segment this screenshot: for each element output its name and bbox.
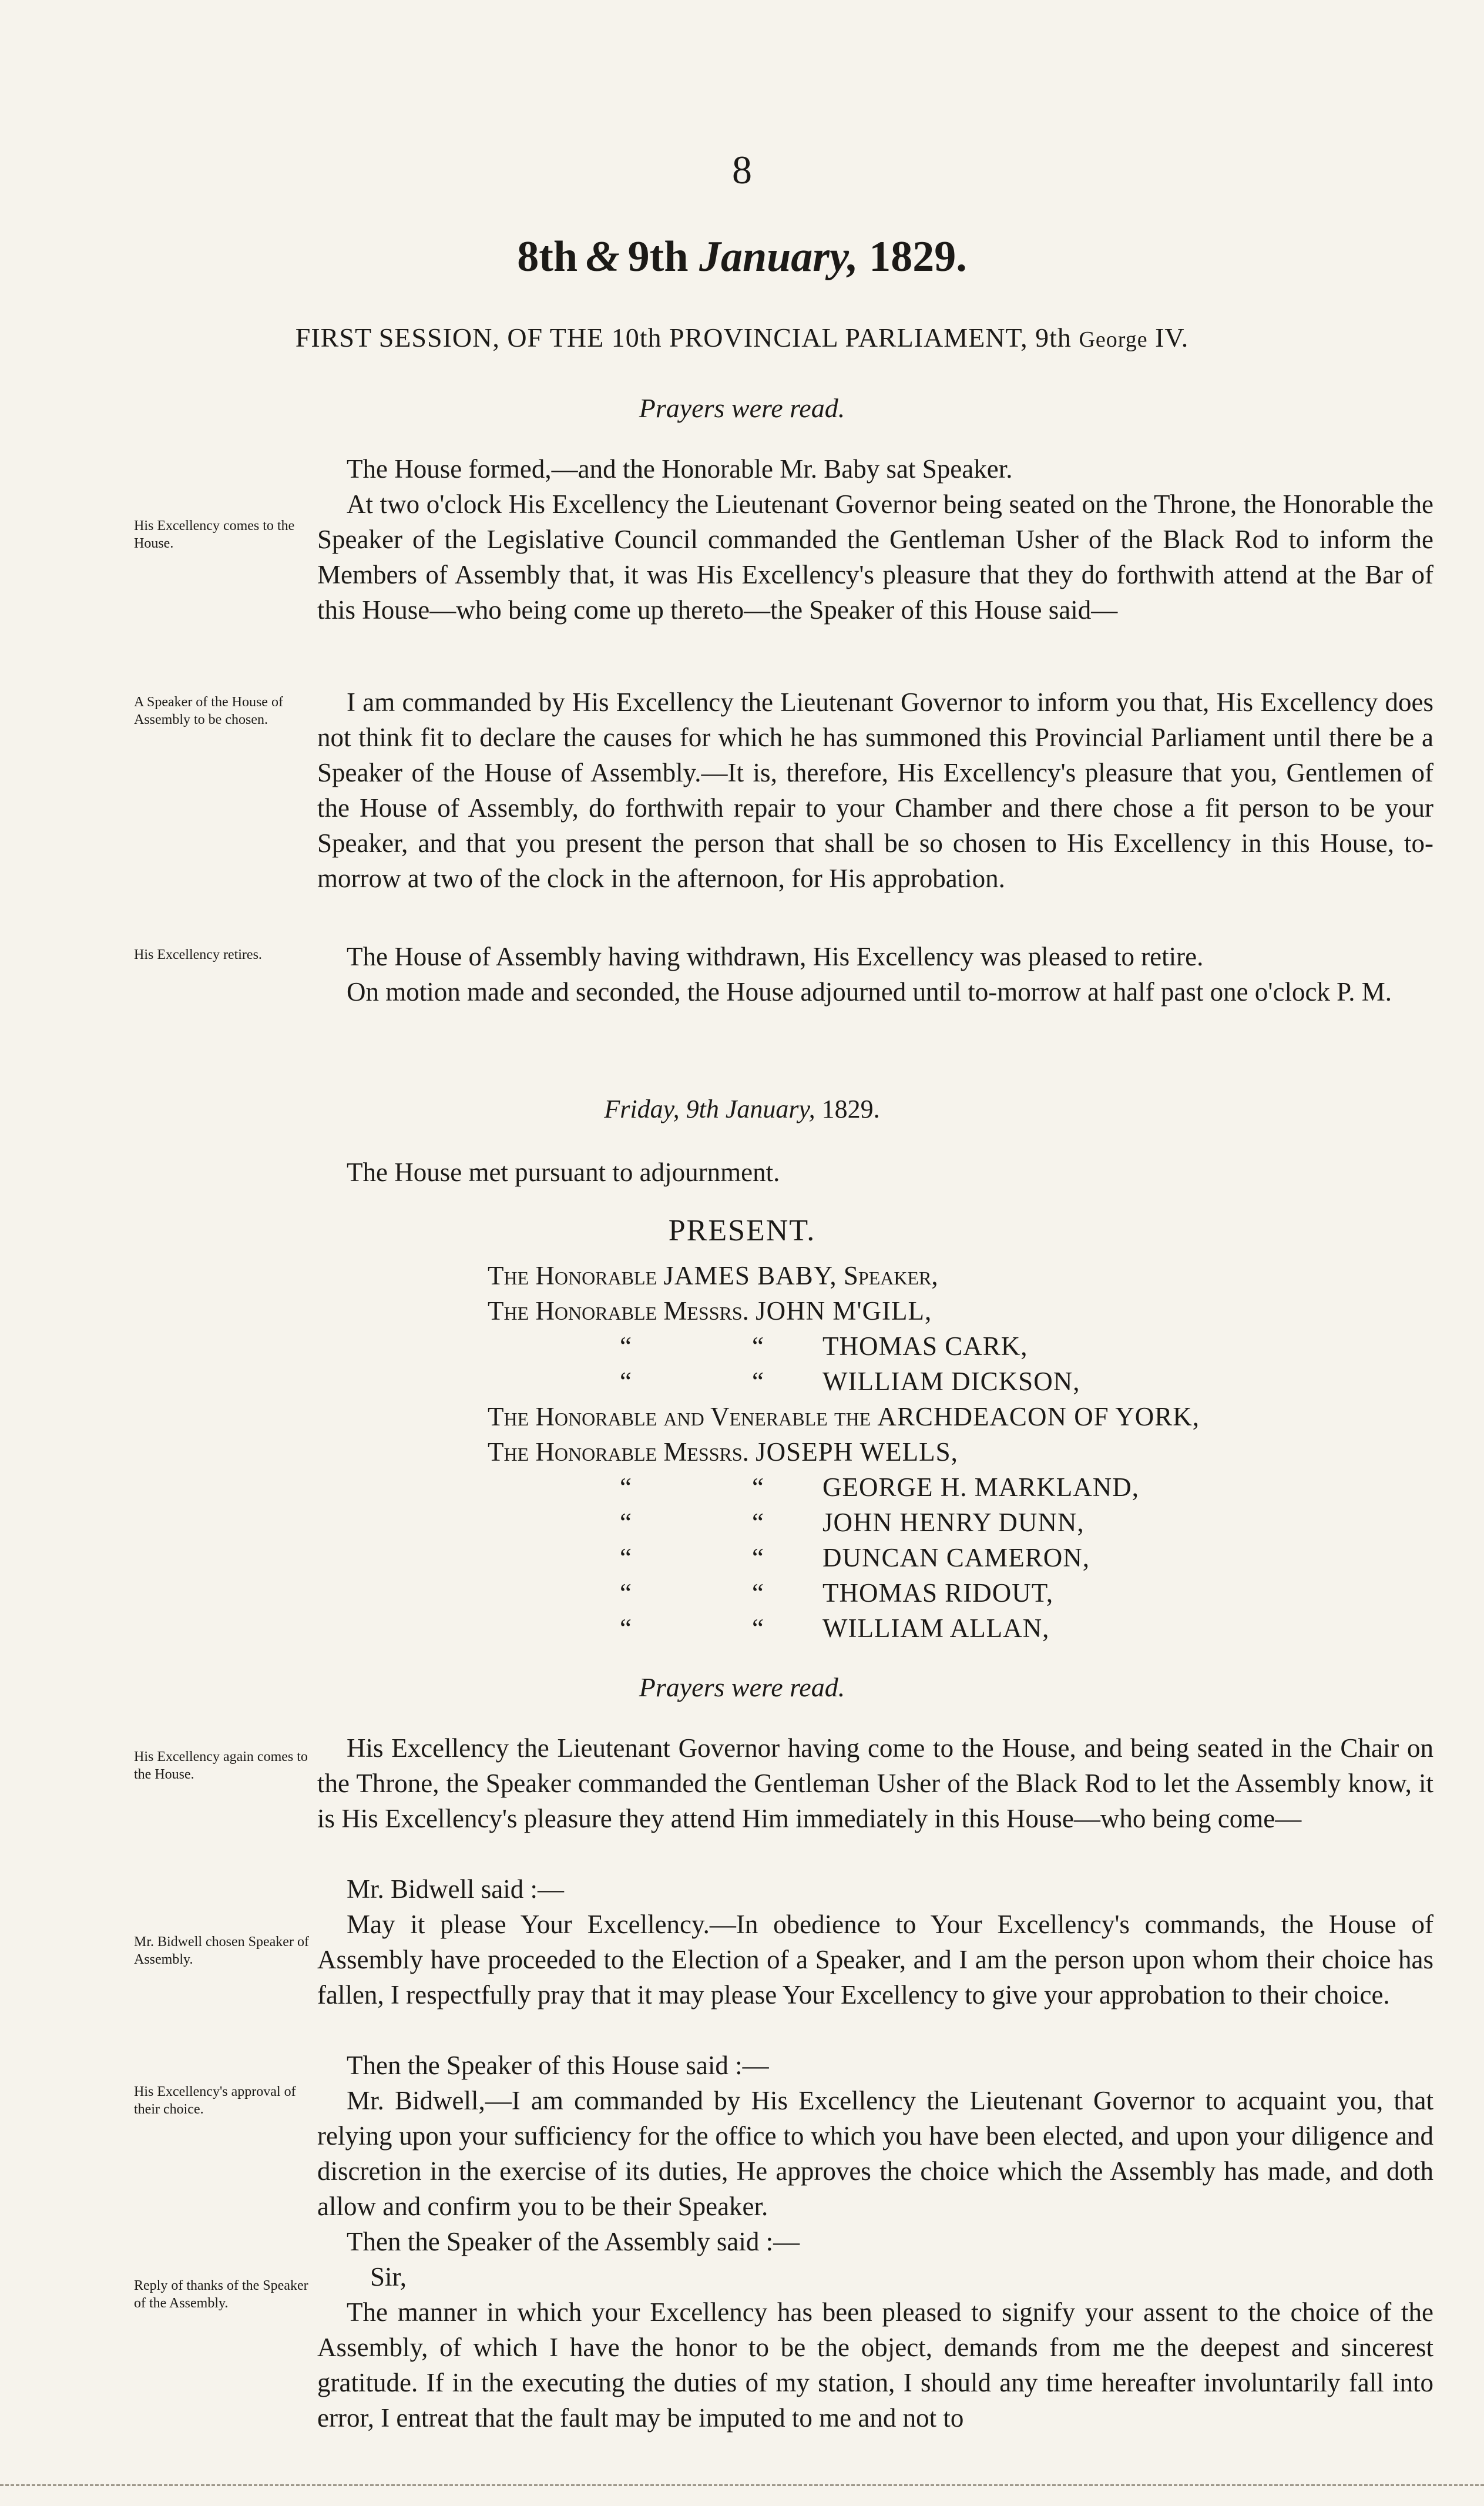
present-row (488, 1293, 932, 1329)
bottom-rule (0, 2484, 1484, 2486)
ditto-mark: “ (620, 1508, 632, 1537)
friday-date: 9th January, (686, 1095, 815, 1123)
page-number: 8 (732, 147, 752, 192)
present-name: WILLIAM DICKSON, (822, 1367, 1080, 1396)
present-name: JOHN HENRY DUNN, (822, 1508, 1085, 1537)
session-title-george: George (1079, 327, 1148, 352)
paragraph-met-pursuant: The House met pursuant to adjournment. (347, 1158, 780, 1187)
ampersand: & (586, 233, 620, 281)
ditto-mark: “ (752, 1367, 764, 1396)
present-name: DUNCAN CAMERON, (822, 1543, 1090, 1572)
ditto-mark: “ (620, 1472, 632, 1502)
friday-year: 1829. (821, 1095, 880, 1123)
present-heading: PRESENT. (668, 1214, 816, 1247)
present-name: THOMAS CARK, (822, 1331, 1028, 1361)
paragraph-commanded: I am commanded by His Excellency the Lieutenant Governor to inform you that, His Excellency does not think fit to declare the causes for which he has summoned this Provincial Parliament until there be a Speaker of the House of Assembly.—It is, therefore, His Excellency's pleasure that you, Gentlemen of the House of Assembly, do forthwith repair to your Chamber and there chose a fit person to be your Speaker, and that you present the person that shall be so chosen to His Excellency in this House, to-morrow at two of the clock in the afternoon, for His approbation. (317, 687, 1433, 893)
paragraph-may-it-please: May it please Your Excellency.—In obedience to Your Excellency's commands, the House of Assembly have proceeded to the Election of a Speaker, and I am the person upon whom their choice has fallen, I respectfully pray that it may please Your Excellency to give your approbation to their choice. (317, 1910, 1433, 2010)
present-row (488, 1399, 1200, 1434)
paragraph-adjourned: On motion made and seconded, the House adjourned until to-morrow at half past one o'clock P. M. (347, 977, 1392, 1007)
margin-note-excellency-again: His Excellency again comes to the House. (134, 1749, 308, 1782)
paragraph-assembly-speaker-said: Then the Speaker of the Assembly said :— (347, 2227, 800, 2256)
present-name: JOSEPH WELLS, (756, 1437, 958, 1467)
margin-note-speaker-chosen: A Speaker of the House of Assembly to be chosen. (134, 695, 283, 727)
ditto-mark: “ (620, 1578, 632, 1608)
date-month: January, (699, 233, 858, 281)
present-name: ARCHDEACON OF YORK, (877, 1402, 1200, 1431)
present-name: GEORGE H. MARKLAND, (822, 1472, 1139, 1502)
paragraph-sir: Sir, (370, 2262, 407, 2292)
margin-note-excellency-retires: His Excellency retires. (134, 947, 262, 962)
date-left: 8th (517, 233, 578, 281)
margin-note-bidwell-chosen: Mr. Bidwell chosen Speaker of Assembly. (134, 1934, 309, 1967)
prayers-read-1: Prayers were read. (639, 393, 845, 423)
paragraph-house-formed: The House formed,—and the Honorable Mr. Baby sat Speaker. (347, 454, 1013, 484)
paragraph-mr-bidwell: Mr. Bidwell,—I am commanded by His Excellency the Lieutenant Governor to acquaint you, that relying upon your sufficiency for the office to which you have been elected, and upon your diligence and discretion in the exercise of its duties, He approves the choice which the Assembly has made, and doth allow and confirm you to be their Speaker. (317, 2086, 1433, 2221)
margin-note-approval: His Excellency's approval of their choice. (134, 2084, 296, 2117)
ditto-mark: “ (752, 1613, 764, 1643)
date-year: 1829. (869, 233, 967, 281)
ditto-mark: “ (752, 1578, 764, 1608)
friday-date-heading (0, 1094, 1484, 1124)
present-name: JAMES BABY, (663, 1261, 837, 1290)
present-suffix: Speaker, (843, 1261, 938, 1290)
paragraph-excellency-come: His Excellency the Lieutenant Governor having come to the House, and being seated in the Chair on the Throne, the Speaker commanded the Gentleman Usher of the Black Rod to let the Assembly know, it is His Excellency's pleasure they attend Him immediately in this House—who being come— (317, 1733, 1433, 1833)
prayers-read-2: Prayers were read. (639, 1672, 845, 1702)
present-title: The Honorable Messrs. (488, 1437, 749, 1467)
paragraph-withdrawn: The House of Assembly having withdrawn, His Excellency was pleased to retire. (347, 942, 1204, 971)
session-title-end: IV. (1155, 323, 1189, 353)
ditto-mark: “ (620, 1613, 632, 1643)
ditto-mark: “ (620, 1331, 632, 1361)
session-title-main: FIRST SESSION, OF THE 10th PROVINCIAL PARLIAMENT, 9th (295, 323, 1072, 353)
paragraph-speaker-said: Then the Speaker of this House said :— (347, 2051, 769, 2080)
paragraph-two-oclock: At two o'clock His Excellency the Lieutenant Governor being seated on the Throne, the Honorable the Speaker of the Legislative Council commanded the Gentleman Usher of the Black Rod to inform the Members of Assembly that, it was His Excellency's pleasure that they do forthwith attend at the Bar of this House—who being come up thereto—the Speaker of this House said— (317, 489, 1433, 625)
paragraph-bidwell-said: Mr. Bidwell said :— (347, 1874, 564, 1904)
present-name: THOMAS RIDOUT, (822, 1578, 1054, 1608)
present-name: WILLIAM ALLAN, (822, 1613, 1050, 1643)
session-title (0, 322, 1484, 353)
ditto-mark: “ (752, 1508, 764, 1537)
paragraph-manner: The manner in which your Excellency has been pleased to signify your assent to the choice of the Assembly, of which I have the honor to be the object, demands from me the deepest and sincerest gratitude. If in the executing the duties of my station, I should any time hereafter involuntarily fall into error, I entreat that the fault may be imputed to me and not to (317, 2297, 1433, 2433)
ditto-mark: “ (620, 1543, 632, 1572)
present-row (488, 1258, 938, 1293)
ditto-mark: “ (620, 1367, 632, 1396)
present-title: The Honorable (488, 1261, 657, 1290)
ditto-mark: “ (752, 1543, 764, 1572)
date-right: 9th (627, 233, 689, 281)
friday-day: Friday, (604, 1095, 680, 1123)
margin-note-excellency-comes: His Excellency comes to the House. (134, 518, 295, 551)
margin-note-reply-thanks: Reply of thanks of the Speaker of the Assembly. (134, 2278, 308, 2311)
ditto-mark: “ (752, 1331, 764, 1361)
present-title: The Honorable Messrs. (488, 1296, 749, 1326)
present-name: JOHN M'GILL, (756, 1296, 932, 1326)
date-title (0, 232, 1484, 282)
present-row (488, 1434, 958, 1470)
present-title: The Honorable and Venerable the (488, 1402, 871, 1431)
ditto-mark: “ (752, 1472, 764, 1502)
